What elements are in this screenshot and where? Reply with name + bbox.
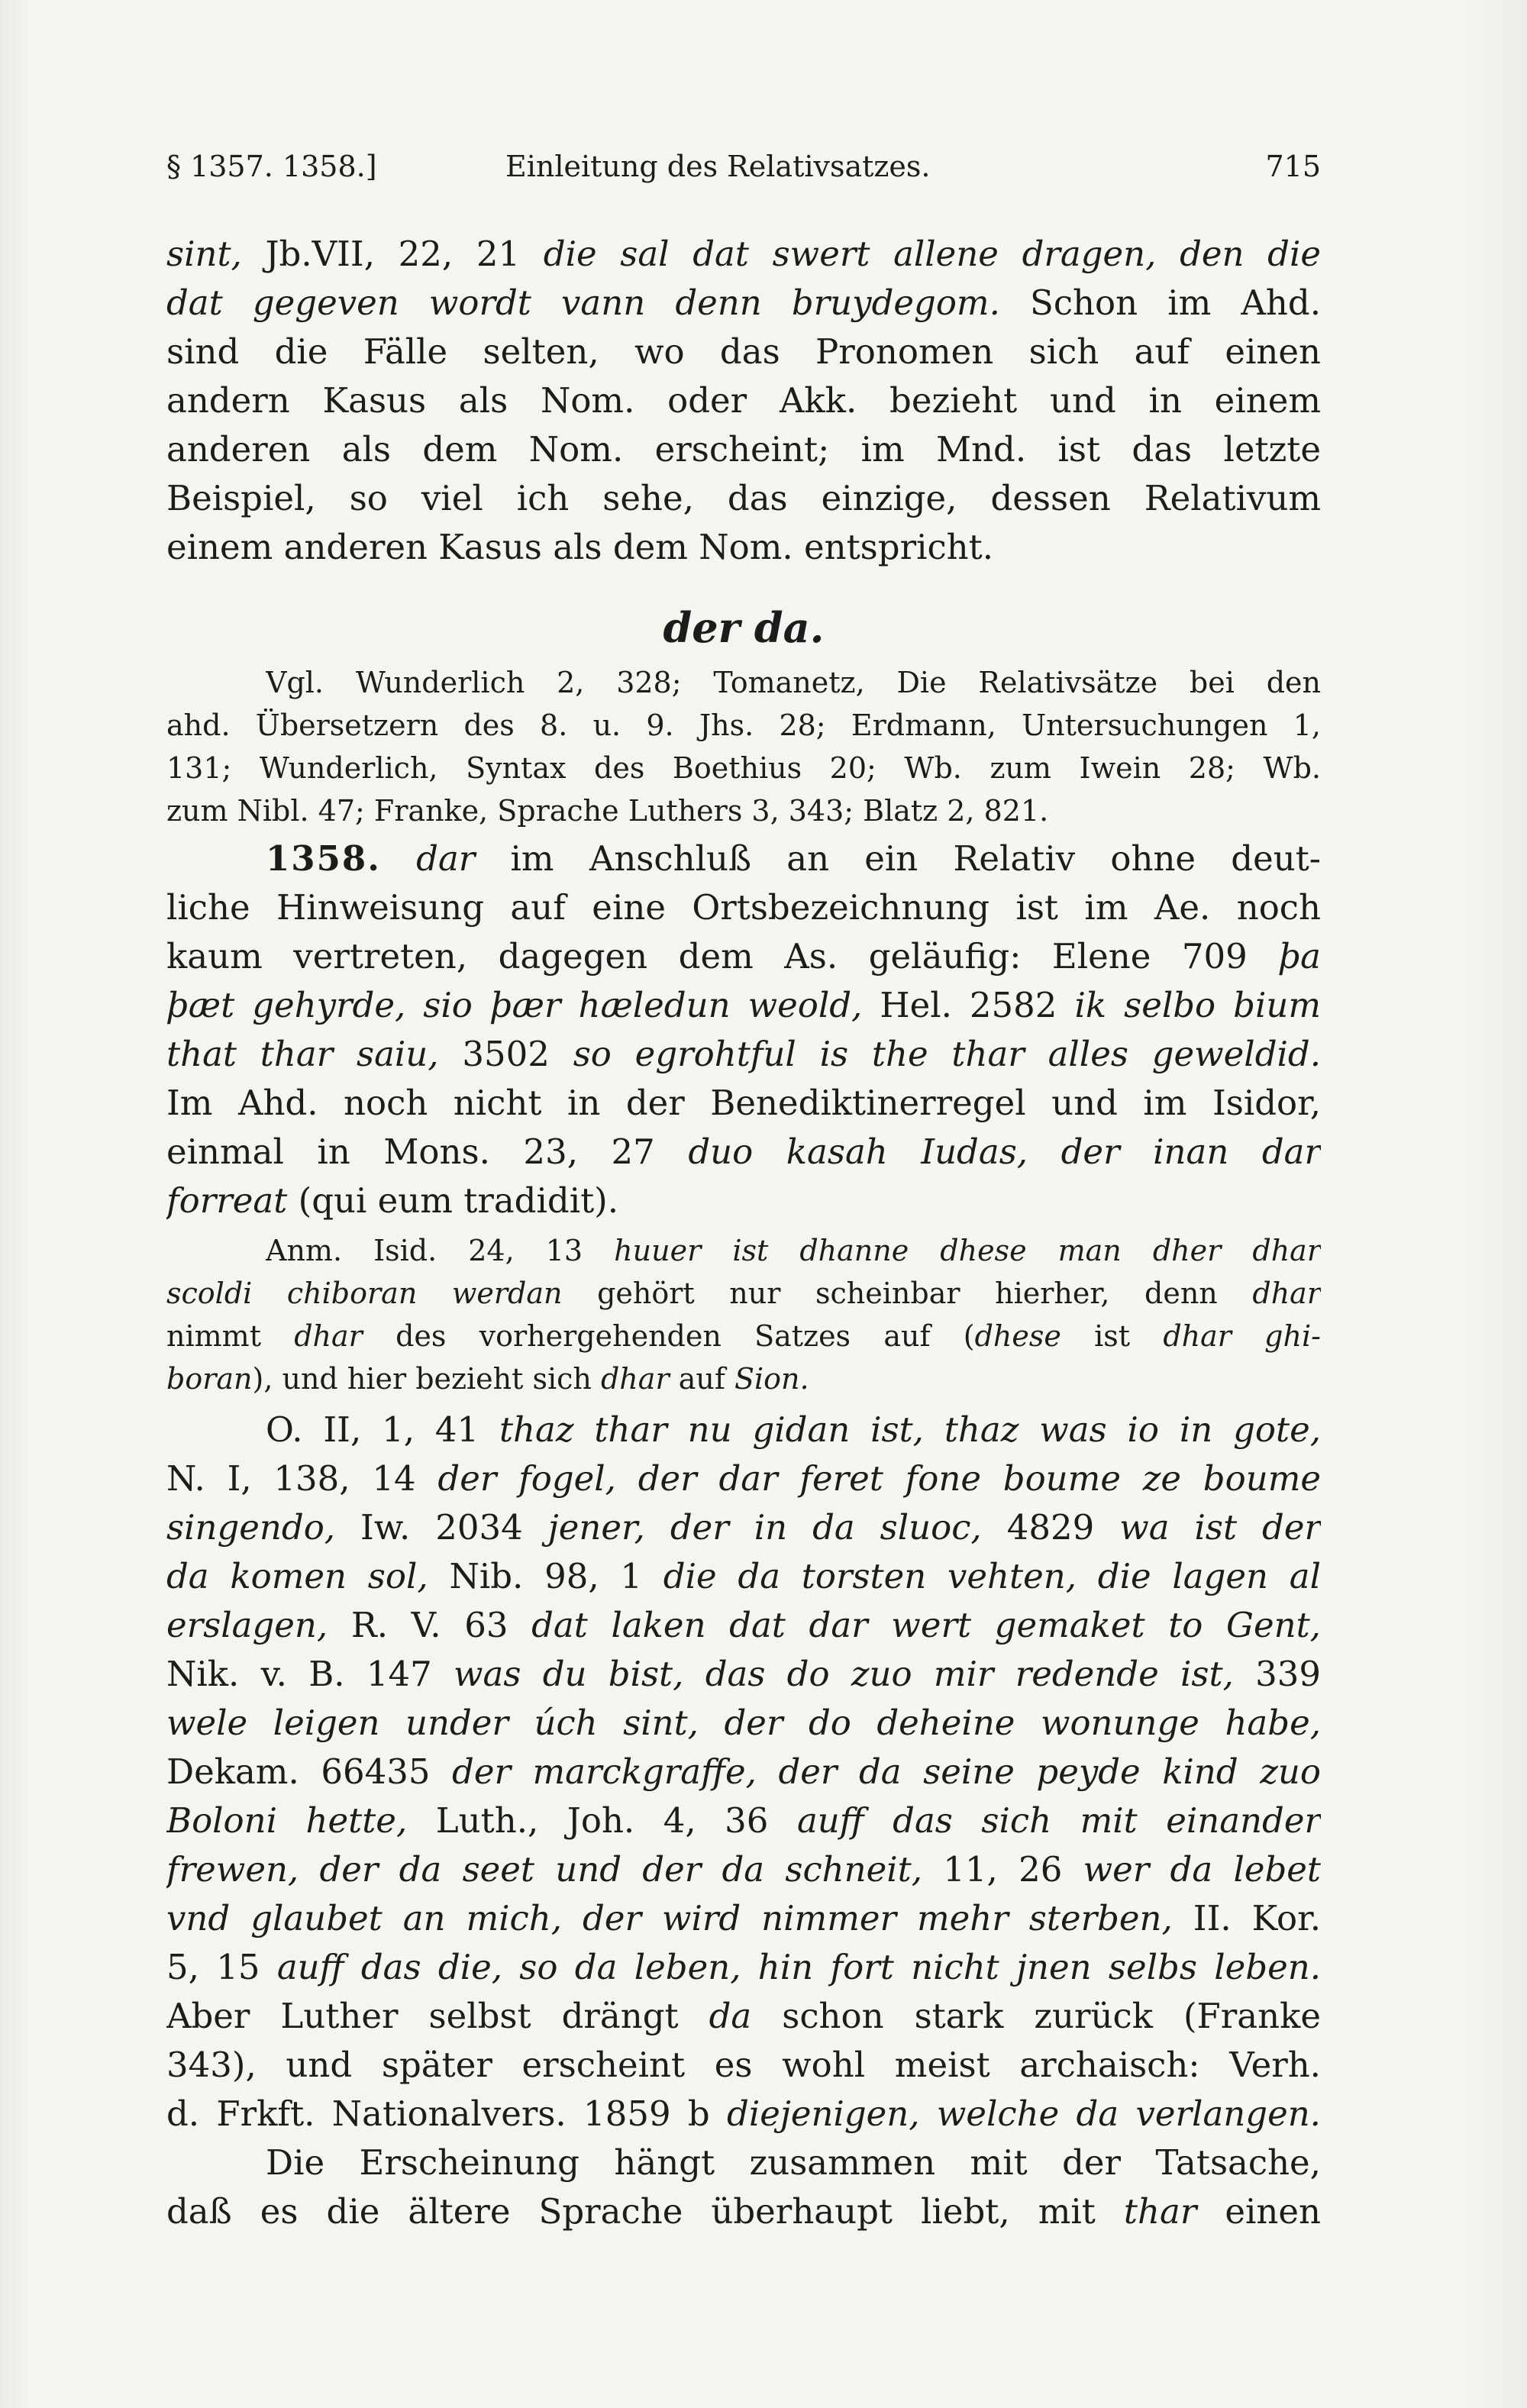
text-run <box>381 838 416 879</box>
paragraph-line <box>166 1131 1321 1172</box>
section-reference: § 1357. 1358.] <box>166 150 377 183</box>
bibliography-line <box>166 794 1321 828</box>
text-line <box>166 429 1321 470</box>
italic-run: frewen, der da seet und der da schneit, <box>166 1849 923 1890</box>
paragraph-line <box>166 2045 1321 2085</box>
paragraph-line <box>266 2142 1321 2183</box>
italic-run: wele leigen under úch sint, der do deheine wonunge habe, <box>166 1703 1321 1743</box>
text-run: N. I, 138, 14 <box>166 1458 438 1499</box>
italic-run: dar <box>416 838 476 879</box>
page-number: 715 <box>1265 150 1321 183</box>
italic-run: erslagen, <box>166 1605 328 1645</box>
paragraph-line <box>166 2093 1321 2134</box>
text-run: Anm. Isid. 24, 13 <box>266 1234 615 1267</box>
italic-run: die da torsten vehten, die lagen al <box>663 1556 1321 1596</box>
italic-run: so egrohtful is the thar alles geweldid. <box>573 1034 1321 1074</box>
text-run: zum Nibl. 47; Franke, Sprache Luthers 3, 343; Blatz 2, 821. <box>166 794 1049 828</box>
italic-run: diejenigen, welche da verlangen. <box>727 2093 1321 2134</box>
text-run: schon stark zurück (Franke <box>751 1996 1321 2036</box>
italic-run: der marckgraffe, der da seine peyde kind zuo <box>452 1751 1321 1792</box>
text-run: ), und hier bezieht sich <box>252 1362 601 1396</box>
paragraph-line <box>166 1507 1321 1548</box>
text-run: (qui eum tradidit). <box>287 1180 619 1221</box>
italic-run: þæt gehyrde, sio þær hæledun weold, <box>166 985 863 1025</box>
italic-run: þa <box>1278 936 1321 976</box>
paragraph-line <box>166 2191 1321 2232</box>
italic-run: duo kasah Iudas, der inan dar <box>688 1131 1321 1172</box>
italic-run: was du bist, das do zuo mir redende ist, <box>454 1654 1234 1694</box>
italic-run: auff das die, so da leben, hin fort nicht jnen selbs leben. <box>276 1947 1321 1987</box>
text-run: Hel. 2582 <box>862 985 1075 1025</box>
italic-run: ik selbo bium <box>1074 985 1321 1025</box>
paragraph-line <box>166 985 1321 1025</box>
text-run: einmal in Mons. 23, 27 <box>166 1131 689 1172</box>
text-run: anderen als dem Nom. erscheint; im Mnd. ist das letzte <box>166 429 1321 470</box>
text-run: Die Erscheinung hängt zusammen mit der Tatsache, <box>266 2142 1321 2183</box>
italic-run: dhese <box>974 1319 1061 1353</box>
italic-run: singendo, <box>166 1507 336 1548</box>
paragraph-line <box>166 1034 1321 1074</box>
text-run: Luth., Joh. 4, 36 <box>407 1800 797 1841</box>
italic-run: jener, der in da sluoc, <box>547 1507 982 1548</box>
text-run: nimmt <box>166 1319 295 1353</box>
paragraph-line <box>166 1898 1321 1938</box>
text-run: 131; Wunderlich, Syntax des Boethius 20; Wb. zum Iwein 28; Wb. <box>166 751 1321 785</box>
text-run: R. V. 63 <box>328 1605 532 1645</box>
paragraph-line <box>166 1800 1321 1841</box>
text-run: Schon im Ahd. <box>999 282 1321 323</box>
text-run: d. Frkft. Nationalvers. 1859 b <box>166 2093 728 2134</box>
text-run: auf <box>669 1362 734 1396</box>
text-run: Jb.VII, 22, 21 <box>241 234 544 274</box>
text-run: Iw. 2034 <box>335 1507 548 1548</box>
italic-run: that thar saiu, <box>166 1034 439 1074</box>
italic-run: Sion. <box>734 1362 809 1396</box>
text-line <box>166 282 1321 323</box>
text-line <box>166 527 1321 567</box>
paragraph-line <box>166 936 1321 976</box>
italic-run: huuer ist dhanne dhese man dher dhar <box>614 1234 1321 1267</box>
note-line <box>166 1362 1321 1396</box>
italic-run: der fogel, der dar feret fone boume ze boume <box>437 1458 1321 1499</box>
italic-run: dhar <box>600 1362 670 1396</box>
text-run: gehört nur scheinbar hierher, denn <box>562 1277 1253 1310</box>
italic-run: die sal dat swert allene dragen, den die <box>543 234 1321 274</box>
italic-run: thaz thar nu gidan ist, thaz was io in gote, <box>499 1409 1321 1450</box>
italic-run: sint, <box>166 234 242 274</box>
italic-run: wer da lebet <box>1083 1849 1321 1890</box>
text-run: 339 <box>1233 1654 1321 1694</box>
text-line <box>166 331 1321 372</box>
text-run: Im Ahd. noch nicht in der Benediktinerregel und im Isidor, <box>166 1083 1321 1123</box>
note-line <box>266 1234 1321 1267</box>
italic-run: scoldi chiboran werdan <box>166 1277 563 1310</box>
text-run: 4829 <box>981 1507 1120 1548</box>
bibliography-line <box>266 666 1321 699</box>
text-run: liche Hinweisung auf eine Ortsbezeichnung ist im Ae. noch <box>166 887 1321 928</box>
italic-run: thar <box>1123 2191 1197 2232</box>
text-run: ist <box>1061 1319 1164 1353</box>
paragraph-line <box>166 1703 1321 1743</box>
paragraph-line <box>266 838 1321 879</box>
paragraph-line <box>166 1849 1321 1890</box>
paragraph-line <box>166 1654 1321 1694</box>
text-run: 343), und später erscheint es wohl meist archaisch: Verh. <box>166 2045 1321 2085</box>
italic-run: da <box>709 1996 752 2036</box>
text-line <box>166 234 1321 274</box>
text-line <box>166 380 1321 421</box>
italic-run: dat laken dat dar wert gemaket to Gent, <box>531 1605 1321 1645</box>
text-run: des vorhergehenden Satzes auf ( <box>362 1319 975 1353</box>
text-run: einen <box>1196 2191 1321 2232</box>
section-heading: der da. <box>663 603 825 652</box>
note-line <box>166 1319 1321 1353</box>
running-title: Einleitung des Relativsatzes. <box>505 150 931 183</box>
italic-run: dhar <box>294 1319 363 1353</box>
running-header <box>166 150 1321 195</box>
paragraph-line <box>166 1180 1321 1221</box>
text-run: einem anderen Kasus als dem Nom. entspricht. <box>166 527 994 567</box>
text-line <box>166 478 1321 518</box>
paragraph-line <box>166 1751 1321 1792</box>
paragraph-line <box>166 1996 1321 2036</box>
text-run: 11, 26 <box>922 1849 1083 1890</box>
text-run: daß es die ältere Sprache überhaupt liebt, mit <box>166 2191 1124 2232</box>
text-run: Beispiel, so viel ich sehe, das einzige, dessen Relativum <box>166 478 1321 518</box>
italic-run: boran <box>166 1362 253 1396</box>
italic-run: dat gegeven wordt vann denn bruydegom. <box>166 282 1000 323</box>
text-run: andern Kasus als Nom. oder Akk. bezieht und in einem <box>166 380 1321 421</box>
paragraph-line <box>166 1605 1321 1645</box>
text-run: im Anschluß an ein Relativ ohne deut- <box>475 838 1321 879</box>
italic-run: da komen sol, <box>166 1556 428 1596</box>
paragraph-line <box>166 1556 1321 1596</box>
paragraph-line <box>166 887 1321 928</box>
italic-run: Boloni hette, <box>166 1800 408 1841</box>
bibliography-line <box>166 709 1321 742</box>
text-run: 3502 <box>438 1034 573 1074</box>
text-run: Vgl. Wunderlich 2, 328; Tomanetz, Die Relativsätze bei den <box>266 666 1321 699</box>
paragraph-line <box>166 1458 1321 1499</box>
paragraph-line <box>166 1083 1321 1123</box>
italic-run: wa ist der <box>1119 1507 1321 1548</box>
bibliography-line <box>166 751 1321 785</box>
paragraph-line <box>266 1409 1321 1450</box>
paragraph-line <box>166 1947 1321 1987</box>
text-run: Dekam. 66435 <box>166 1751 453 1792</box>
text-run: Aber Luther selbst drängt <box>166 1996 709 2036</box>
text-run: II. Kor. <box>1172 1898 1321 1938</box>
text-run: sind die Fälle selten, wo das Pronomen sich auf einen <box>166 331 1321 372</box>
text-run: kaum vertreten, dagegen dem As. geläufig: Elene 709 <box>166 936 1279 976</box>
italic-run: auff das sich mit einander <box>796 1800 1321 1841</box>
italic-run: dhar <box>1252 1277 1321 1310</box>
italic-run: vnd glaubet an mich, der wird nimmer mehr sterben, <box>166 1898 1173 1938</box>
note-line <box>166 1277 1321 1310</box>
text-run: 5, 15 <box>166 1947 277 1987</box>
text-run: Nib. 98, 1 <box>428 1556 663 1596</box>
italic-run: dhar ghi- <box>1163 1319 1321 1353</box>
text-run: ahd. Übersetzern des 8. u. 9. Jhs. 28; Erdmann, Untersuchungen 1, <box>166 709 1321 742</box>
paragraph-number: 1358. <box>266 838 381 879</box>
italic-run: forreat <box>166 1180 288 1221</box>
text-run: O. II, 1, 41 <box>266 1409 499 1450</box>
text-run: Nik. v. B. 147 <box>166 1654 454 1694</box>
